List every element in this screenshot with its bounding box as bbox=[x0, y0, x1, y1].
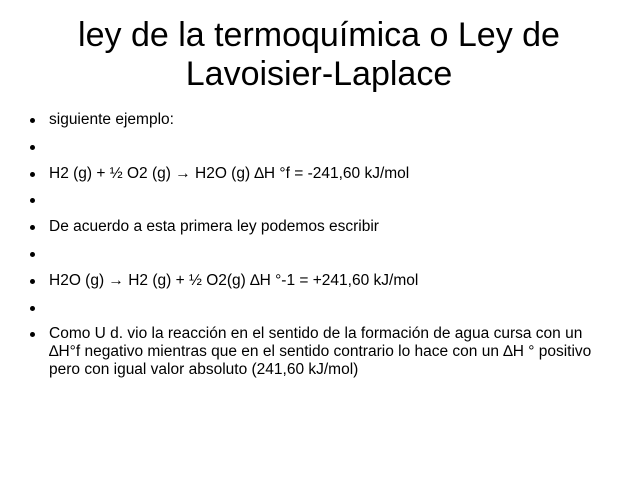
bullet-dot-icon bbox=[30, 172, 35, 177]
bullet-dot-icon bbox=[30, 198, 35, 203]
bullet-dot-icon bbox=[30, 306, 35, 311]
bullet-item bbox=[28, 325, 598, 379]
title-line-1: ley de la termoquímica o Ley de bbox=[78, 16, 560, 54]
bullet-dot-icon bbox=[30, 225, 35, 230]
bullet-item bbox=[28, 111, 598, 129]
bullet-text: H2 (g) + ½ O2 (g) → H2O (g) ∆H °f = -241,60 kJ/mol bbox=[49, 164, 410, 182]
bullet-text: De acuerdo a esta primera ley podemos escribir bbox=[49, 218, 379, 236]
bullet-item bbox=[28, 165, 598, 183]
bullet-list bbox=[28, 111, 598, 388]
bullet-item bbox=[28, 138, 598, 156]
bullet-text: siguiente ejemplo: bbox=[49, 111, 174, 128]
bullet-dot-icon bbox=[30, 118, 35, 123]
bullet-dot-icon bbox=[30, 332, 35, 337]
bullet-item bbox=[28, 245, 598, 263]
bullet-text: Como U d. vio la reacción en el sentido de la formación de agua cursa con un ∆H°f negativo mientras que en el sentido contrario lo hace con un ∆H ° positivo pero con igual valor absoluto (241,60 kJ/mol) bbox=[49, 325, 592, 379]
bullet-item bbox=[28, 299, 598, 317]
slide-title bbox=[0, 16, 638, 94]
bullet-item bbox=[28, 191, 598, 209]
bullet-text: H2O (g) → H2 (g) + ½ O2(g) ∆H °-1 = +241,60 kJ/mol bbox=[49, 271, 419, 289]
bullet-dot-icon bbox=[30, 252, 35, 257]
bullet-item bbox=[28, 218, 598, 236]
bullet-dot-icon bbox=[30, 279, 35, 284]
bullet-item bbox=[28, 272, 598, 290]
bullet-dot-icon bbox=[30, 145, 35, 150]
title-line-2: Lavoisier-Laplace bbox=[185, 55, 453, 93]
